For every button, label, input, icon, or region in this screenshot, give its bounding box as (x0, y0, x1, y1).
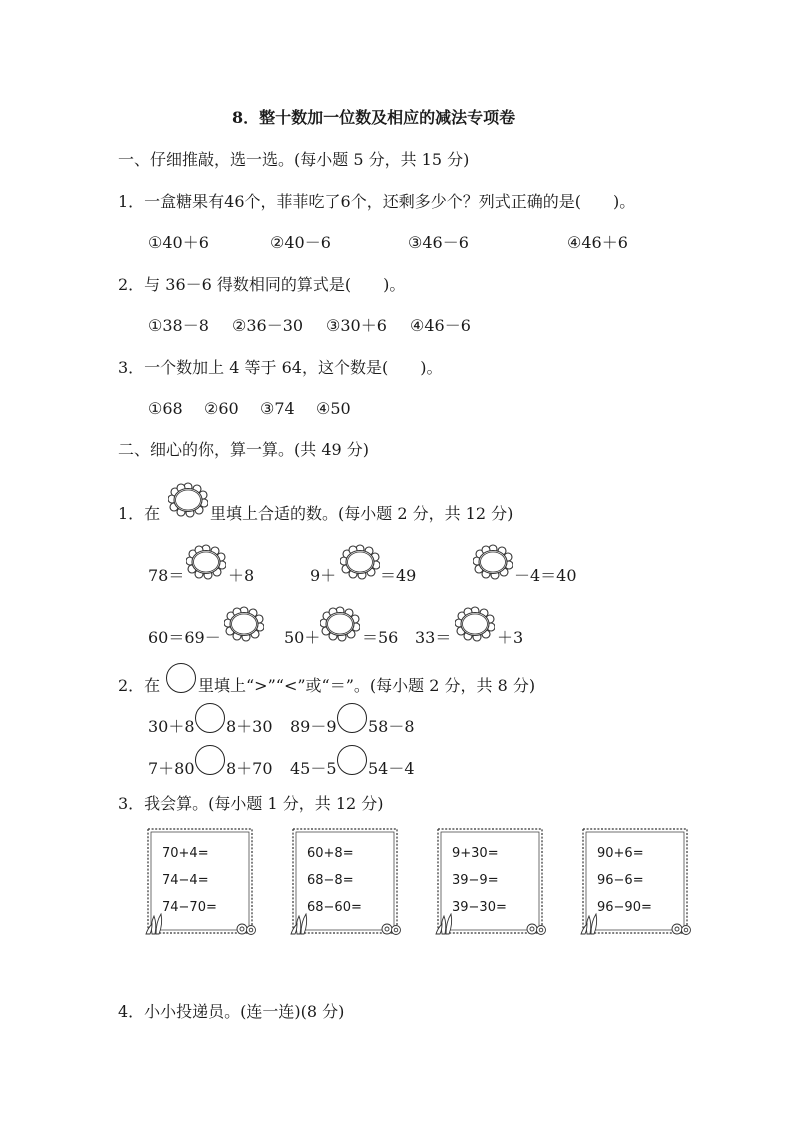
flower-answer-blank[interactable] (455, 606, 495, 642)
circle-box-icon (166, 663, 196, 693)
flower-answer-blank[interactable] (186, 544, 226, 580)
question-2-option-3[interactable]: ③30＋6 (326, 316, 387, 335)
calc-equation[interactable]: 60+8= (307, 846, 354, 861)
calc-equation[interactable]: 74−70= (162, 900, 217, 915)
compare-answer-circle[interactable] (337, 703, 367, 733)
compare-4-right: 54－4 (368, 759, 415, 778)
flower-answer-blank[interactable] (473, 544, 513, 580)
compare-3-left: 7＋80 (148, 759, 195, 778)
fill-2-right: ＝49 (380, 566, 417, 585)
fill-5-right: ＝56 (362, 628, 399, 647)
question-2-option-2[interactable]: ②36－30 (232, 316, 304, 335)
calc-equation[interactable]: 39−30= (452, 900, 507, 915)
question-1-option-1[interactable]: ①40＋6 (148, 233, 209, 252)
compare-2-right: 58－8 (368, 717, 415, 736)
part-1-instruction-end: 里填上合适的数。(每小题 2 分，共 12 分) (210, 504, 514, 523)
flower-answer-blank[interactable] (224, 606, 264, 642)
question-1-option-4[interactable]: ④46＋6 (567, 233, 628, 252)
fill-5-left: 50＋ (284, 628, 321, 647)
fill-3-right: －4＝40 (514, 566, 577, 585)
question-3-option-4[interactable]: ④50 (316, 399, 351, 418)
calc-equation[interactable]: 68−8= (307, 873, 354, 888)
compare-answer-circle[interactable] (195, 703, 225, 733)
flower-answer-blank[interactable] (320, 606, 360, 642)
part-3-heading: 3．我会算。(每小题 1 分，共 12 分) (118, 794, 384, 813)
part-1-instruction-start: 1．在 (118, 504, 161, 523)
question-1-option-3[interactable]: ③46－6 (408, 233, 469, 252)
compare-2-left: 89－9 (290, 717, 337, 736)
question-3-option-1[interactable]: ①68 (148, 399, 183, 418)
calc-equation[interactable]: 96−6= (597, 873, 644, 888)
question-2-option-1[interactable]: ①38－8 (148, 316, 209, 335)
part-2-instruction-start: 2．在 (118, 676, 161, 695)
calc-equation[interactable]: 90+6= (597, 846, 644, 861)
calc-equation[interactable]: 39−9= (452, 873, 499, 888)
question-2-text: 2．与 36－6 得数相同的算式是( )。 (118, 275, 406, 294)
question-1-option-2[interactable]: ②40－6 (270, 233, 331, 252)
compare-1-left: 30＋8 (148, 717, 195, 736)
calc-box (287, 826, 405, 938)
calc-equation[interactable]: 68−60= (307, 900, 362, 915)
part-2-instruction-end: 里填上“>”“<”或“＝”。(每小题 2 分，共 8 分) (198, 676, 536, 695)
fill-1-right: ＋8 (228, 566, 255, 585)
compare-answer-circle[interactable] (195, 745, 225, 775)
fill-1-left: 78＝ (148, 566, 185, 585)
fill-4-left: 60＝69－ (148, 628, 221, 647)
compare-1-right: 8＋30 (226, 717, 273, 736)
fill-6-right: ＋3 (497, 628, 524, 647)
section-2-heading: 二、细心的你，算一算。(共 49 分) (118, 440, 370, 459)
question-3-option-3[interactable]: ③74 (260, 399, 295, 418)
calc-equation[interactable]: 96−90= (597, 900, 652, 915)
compare-3-right: 8＋70 (226, 759, 273, 778)
section-1-heading: 一、仔细推敲，选一选。(每小题 5 分，共 15 分) (118, 150, 470, 169)
compare-answer-circle[interactable] (337, 745, 367, 775)
calc-equation[interactable]: 70+4= (162, 846, 209, 861)
flower-box-icon (168, 482, 208, 518)
compare-4-left: 45－5 (290, 759, 337, 778)
flower-answer-blank[interactable] (340, 544, 380, 580)
question-3-option-2[interactable]: ②60 (204, 399, 239, 418)
calc-box (142, 826, 260, 938)
calc-box (432, 826, 550, 938)
question-3-text: 3．一个数加上 4 等于 64，这个数是( )。 (118, 358, 443, 377)
calc-equation[interactable]: 74−4= (162, 873, 209, 888)
fill-2-left: 9＋ (310, 566, 337, 585)
fill-6-left: 33＝ (415, 628, 452, 647)
calc-box (577, 826, 695, 938)
question-2-option-4[interactable]: ④46－6 (410, 316, 471, 335)
question-1-text: 1．一盒糖果有46个，菲菲吃了6个，还剩多少个？列式正确的是( )。 (118, 192, 636, 211)
calc-equation[interactable]: 9+30= (452, 846, 499, 861)
part-4-heading: 4．小小投递员。(连一连)(8 分) (118, 1002, 345, 1021)
page-title: 8．整十数加一位数及相应的减法专项卷 (232, 108, 516, 127)
